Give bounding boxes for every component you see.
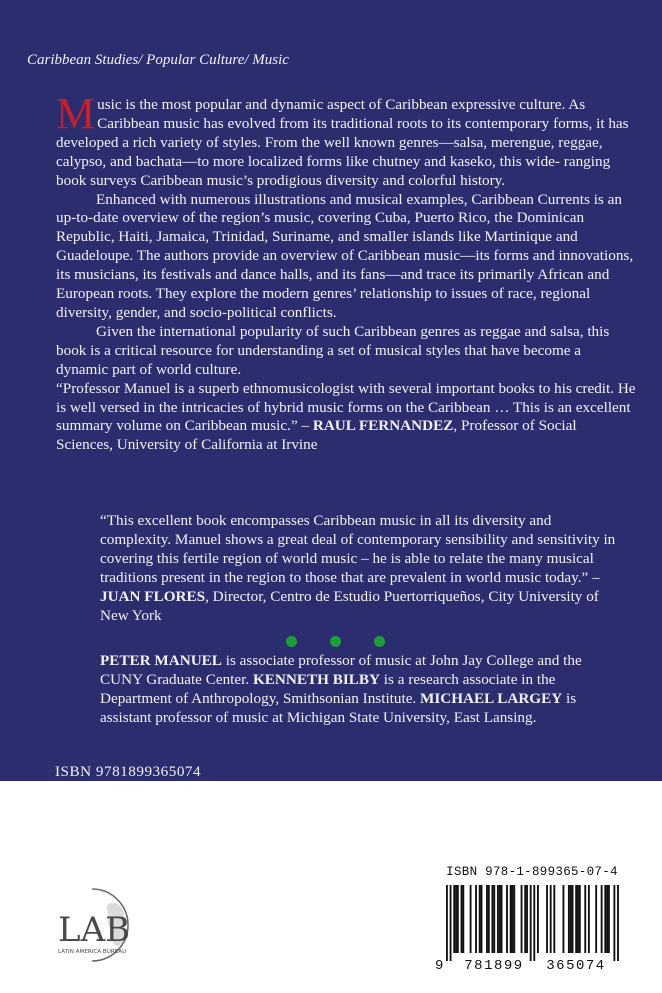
barcode-bar [546,885,548,953]
barcode-bar [533,885,535,961]
book-description [56,89,636,455]
barcode-caption: ISBN 978-1-899365-07-4 [446,865,618,879]
barcode-bar [577,885,579,953]
barcode-bar [550,885,552,953]
isbn-line: ISBN 9781899365074 [55,763,202,780]
barcode-bar [530,885,532,961]
barcode-bar [479,885,481,953]
drop-cap: M [56,89,96,138]
barcode-digit-group-left: 781899 [464,958,524,971]
review-quote-1-text: “Professor Manuel is a superb ethnomusicologist with several important books to his credit. He is well versed in the intricacies of hybrid music forms on the Caribbean … This is an excellent summary volume on Caribbean music.” – [56,379,636,435]
barcode-bar [553,885,555,953]
barcode-bar [526,885,528,953]
barcode-bar [501,885,503,953]
barcode-bar [486,885,488,953]
barcode-bar [521,885,523,953]
author-name-manuel: PETER MANUEL [100,652,222,669]
barcode-bar [588,885,590,953]
description-paragraph-2: Enhanced with numerous illustrations and musical examples, Caribbean Currents is an up-to-date overview of the region’s music, covering Cuba, Puerto Rico, the Dominican Republic, Haiti, Jamaica, Trinidad, Suriname, and smaller islands like Martinique and Guadeloupe. The authors provide an overview of Caribbean music—its forms and innovations, its musicians, its festivals and dance halls, and its fans—and trace its primarily African and European roots. They explore the modern genres’ relationship to issues of race, regional diversity, gender, and socio-political conflicts. [56,190,634,321]
description-paragraph-1-text: usic is the most popular and dynamic aspect of Caribbean expressive culture. As Caribbean music has evolved from its traditional roots to its contemporary forms, it has developed a rich variety of styles. From the well known genres—salsa, merengue, reggae, calypso, and bachata—to more localized forms like chutney and kaseko, this wide- ranging book surveys Caribbean music’s prodigious diversity and colorful history. [56,96,629,189]
publisher-logo [52,879,152,969]
barcode-bar [604,885,606,953]
barcode-bar [497,885,499,953]
barcode-bar [579,885,581,953]
barcode-bar [446,885,448,961]
barcode-bar [601,885,603,953]
barcode-bar [572,885,574,953]
review-quote-2-author: JUAN FLORES [100,588,206,605]
barcode-bar [453,885,455,953]
description-paragraph-1 [56,89,636,191]
review-quote-2 [100,511,620,625]
barcode-bar [575,885,577,953]
description-paragraph-3: Given the international popularity of such Caribbean genres as reggae and salsa, this book is a critical resource for understanding a set of musical styles that have become a dynamic part of world culture. [56,322,610,378]
barcode-bar [457,885,459,953]
author-name-largey: MICHAEL LARGEY [420,690,563,707]
separator-dot [374,636,385,647]
author-name-bilby: KENNETH BILBY [252,671,380,688]
separator-dot [286,636,297,647]
review-quote-2-affiliation: , Director, Centro de Estudio Puertorriqueños, City University of New York [100,588,599,624]
barcode-bar [492,885,494,953]
barcode-bar [461,885,463,953]
barcode-strip [0,781,662,993]
barcode-bar [617,885,619,961]
barcode-bar [613,885,615,961]
category-line: Caribbean Studies/ Popular Culture/ Music [27,52,289,68]
barcode-bar [570,885,572,953]
review-quote-1-author: RAUL FERNANDEZ [312,417,454,435]
barcode-bar [568,885,570,953]
barcode-bar [488,885,490,953]
barcode-bar [512,885,514,953]
review-quote-2-text: “This excellent book encompasses Caribbean music in all its diversity and complexity. Manuel shows a great deal of contemporary sensibility and sensitivity in covering this fertile region of world music – he is able to relate the many musical traditions present in the region to those that are prevalent in world music today.” – [100,512,616,586]
barcode-bar [595,885,597,953]
author-bio-largey: is assistant professor of music at Michigan State University, East Lansing. [100,690,577,726]
separator-dots [282,636,392,648]
barcode-bar [584,885,586,953]
logo-caption: LATIN AMERICA BUREAU [58,949,127,955]
isbn-barcode [432,865,632,971]
barcode-digit-first: 9 [435,958,444,971]
barcode-bar [493,885,495,953]
author-bio-bilby: is a research associate in the Department of Anthropology, Smithsonian Institute. [100,671,556,707]
author-bio-manuel: is associate professor of music at John Jay College and the CUNY Graduate Center. [100,652,582,688]
logo-letters: LAB [58,910,131,950]
barcode-bar [513,885,515,953]
barcode-bar [455,885,457,953]
barcode-bar [608,885,610,953]
barcode-bar [606,885,608,953]
review-quote-1 [56,380,636,456]
barcode-graphic [432,885,632,971]
barcode-bar [470,885,472,953]
barcode-bar [510,885,512,953]
barcode-bar [524,885,526,953]
barcode-bar [537,885,539,953]
barcode-bar [481,885,483,953]
lab-logo-icon [52,879,152,969]
barcode-bar [562,885,564,953]
barcode-bar [475,885,477,953]
barcode-bar [499,885,501,953]
separator-dot [330,636,341,647]
barcode-bar [506,885,508,953]
review-quote-1-affiliation: , Professor of Social Sciences, University of California at Irvine [56,417,577,454]
author-bios [100,651,620,727]
barcode-bar [462,885,464,953]
barcode-digit-group-right: 365074 [546,958,606,971]
barcode-bar [450,885,452,961]
